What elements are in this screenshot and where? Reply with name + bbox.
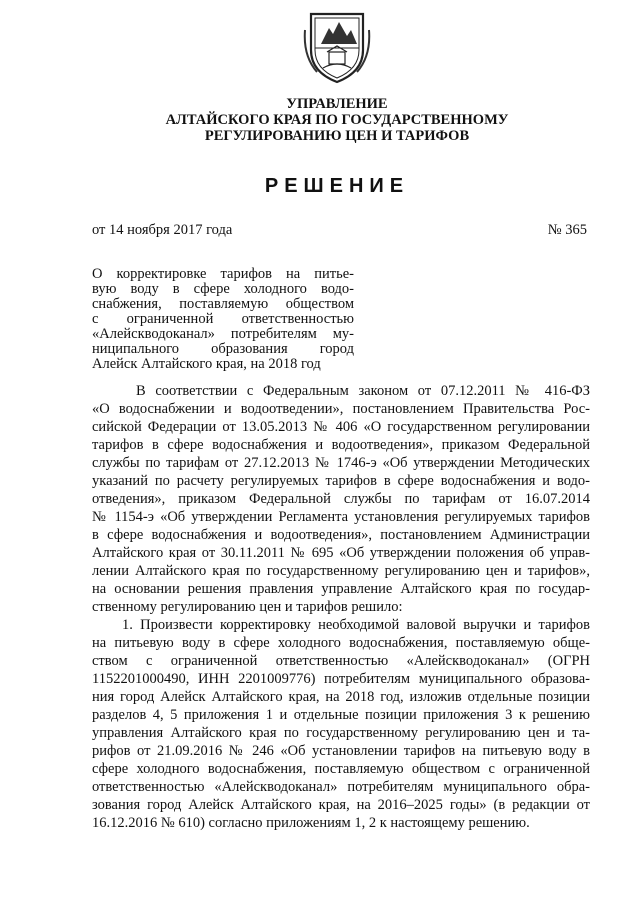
body-line: лении Алтайского края по государственному регулированию цен и тарифов», <box>92 563 590 579</box>
document-type-title: РЕШЕНИЕ <box>264 175 410 197</box>
subject-line: «Алейскводоканал» потребителям му- <box>92 326 354 342</box>
subject-line: ниципального образования город <box>92 341 354 357</box>
body-line: В соответствии с Федеральным законом от 07.12.2011 № 416-ФЗ <box>136 383 590 399</box>
body-line: сфере холодного водоснабжения, поставляемую обществом с ограниченной <box>92 761 590 777</box>
body-line: рифов от 21.09.2016 № 246 «Об установлении тарифов на питьевую воду в <box>92 743 590 759</box>
body-line: ответственностью «Алейскводоканал» потребителям муниципального обра- <box>92 779 590 795</box>
body-line: на основании решения правления управление Алтайского края по государ- <box>92 581 590 597</box>
body-line: указаний по расчету регулируемых тарифов в сфере водоснабжения и водо- <box>92 473 590 489</box>
body-line: ния город Алейск Алтайского края, на 2018 год, изложив отдельные позиции <box>92 689 590 705</box>
body-line: Алтайского края от 30.11.2011 № 695 «Об утверждении положения об управ- <box>92 545 590 561</box>
body-line: 16.12.2016 № 610) согласно приложениям 1, 2 к настоящему решению. <box>92 815 530 831</box>
document-body <box>92 382 590 832</box>
body-line: на питьевую воду в сфере холодного водоснабжения, поставляемую обще- <box>92 635 590 651</box>
subject-line: О корректировке тарифов на питье- <box>92 266 354 282</box>
issuing-authority <box>100 96 574 144</box>
document-subject <box>92 267 354 372</box>
subject-line: с ограниченной ответственностью <box>92 311 354 327</box>
body-line: сийской Федерации от 13.05.2013 № 406 «О государственном регулировании <box>92 419 590 435</box>
body-line: управления Алтайского края по государственному регулированию цен и та- <box>92 725 590 741</box>
body-line: зования город Алейск Алтайского края, на 2016–2025 годы» (в редакции от <box>92 797 590 813</box>
body-line: службы по тарифам от 27.12.2013 № 1746-э «Об утверждении Методических <box>92 455 590 471</box>
body-line: № 1154-э «Об утверждении Регламента установления регулируемых тарифов <box>92 509 590 525</box>
body-line: 1152201000490, ИНН 2201009776) потребителям муниципального образова- <box>92 671 590 687</box>
document-number: № 365 <box>547 222 587 238</box>
subject-line: Алейск Алтайского края, на 2018 год <box>92 356 321 372</box>
body-line: 1. Произвести корректировку необходимой валовой выручки и тарифов <box>122 617 590 633</box>
authority-line: УПРАВЛЕНИЕ <box>286 96 388 112</box>
body-line: разделов 4, 5 приложения 1 и отдельные позиции приложения 3 к решению <box>92 707 590 723</box>
body-line: ством с ограниченной ответственностью «Алейскводоканал» (ОГРН <box>92 653 590 669</box>
subject-line: снабжения, поставляемую обществом <box>92 296 354 312</box>
body-line: в сфере водоснабжения и водоотведения», постановлением Администрации <box>92 527 590 543</box>
body-line: «О водоснабжении и водоотведении», постановлением Правительства Рос- <box>92 401 590 417</box>
coat-of-arms-icon <box>303 10 371 86</box>
body-line: ственному регулированию цен и тарифов решило: <box>92 599 403 615</box>
authority-line: РЕГУЛИРОВАНИЮ ЦЕН И ТАРИФОВ <box>204 128 470 144</box>
authority-line: АЛТАЙСКОГО КРАЯ ПО ГОСУДАРСТВЕННОМУ <box>165 112 509 128</box>
document-date: от 14 ноября 2017 года <box>92 222 233 238</box>
subject-line: вую воду в сфере холодного водо- <box>92 281 354 297</box>
body-line: отведения», приказом Федеральной службы по тарифам от 16.07.2014 <box>92 491 590 507</box>
body-line: тарифов в сфере водоснабжения и водоотведения», приказом Федеральной <box>92 437 590 453</box>
